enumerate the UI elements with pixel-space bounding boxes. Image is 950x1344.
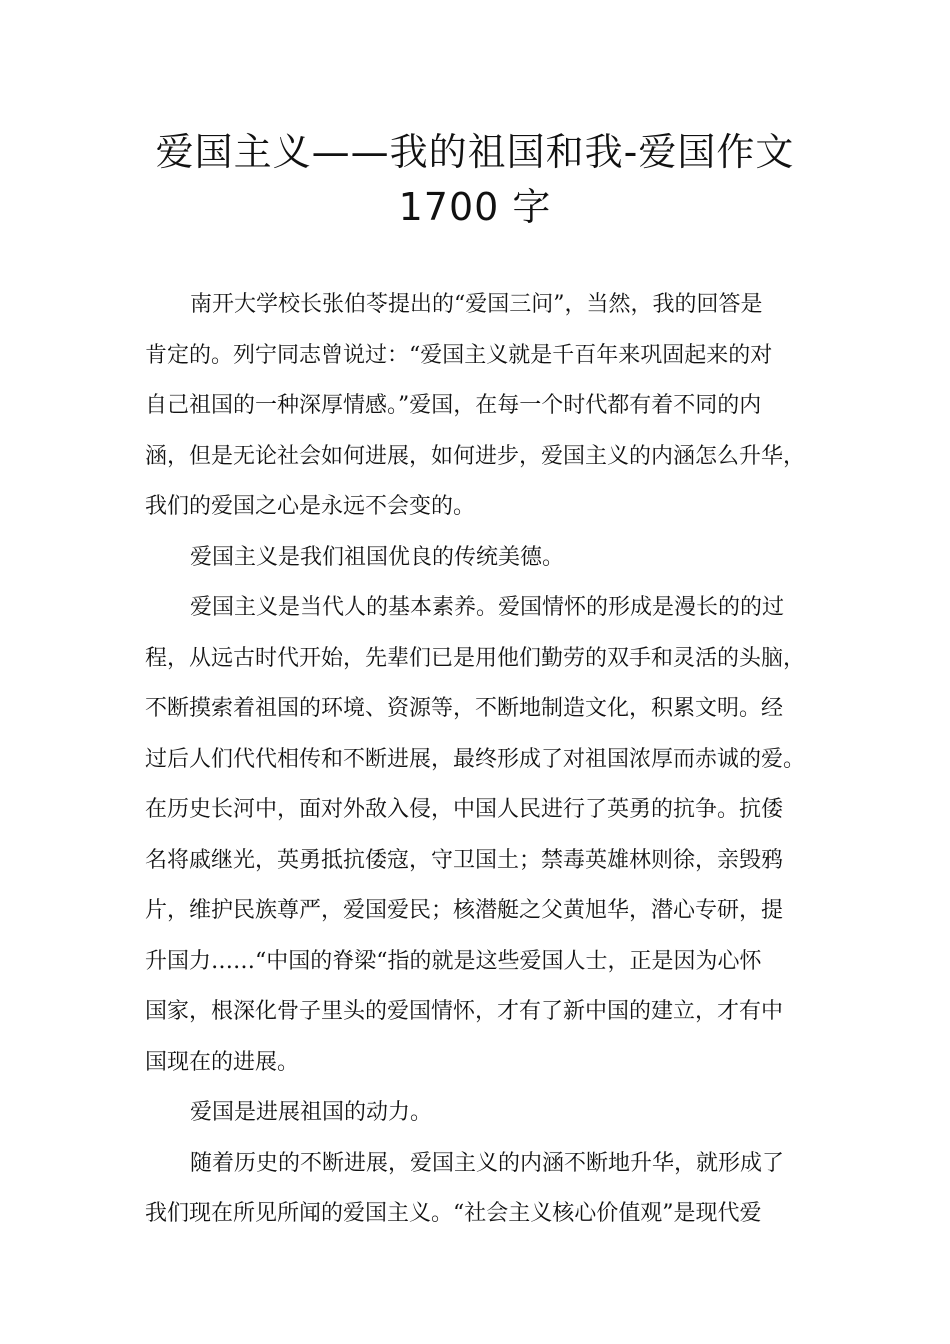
title-line: 爱国主义——我的祖国和我-爱国作文 bbox=[155, 130, 795, 174]
paragraph-line: 爱国主义是我们祖国优良的传统美德。 bbox=[190, 544, 565, 570]
document-body bbox=[145, 280, 825, 1240]
paragraph-line: 升国力……“中国的脊梁“指的就是这些爱国人士，正是因为心怀 bbox=[145, 948, 762, 974]
paragraph-line: 国现在的进展。 bbox=[145, 1049, 300, 1075]
paragraph-line: 过后人们代代相传和不断进展，最终形成了对祖国浓厚而赤诚的爱。 bbox=[145, 746, 806, 772]
paragraph-line: 南开大学校长张伯苓提出的“爱国三问”，当然，我的回答是 bbox=[190, 292, 763, 317]
paragraph-line: 涵，但是无论社会如何进展，如何进步，爱国主义的内涵怎么升华， bbox=[145, 443, 806, 469]
paragraph-line: 爱国主义是当代人的基本素养。爱国情怀的形成是漫长的的过 bbox=[190, 595, 785, 620]
paragraph-line: 程，从远古时代开始，先辈们已是用他们勤劳的双手和灵活的头脑， bbox=[145, 645, 806, 671]
paragraph bbox=[145, 533, 825, 584]
paragraph bbox=[145, 1088, 825, 1139]
paragraph-line: 我们的爱国之心是永远不会变的。 bbox=[145, 494, 476, 519]
document-title bbox=[0, 125, 950, 235]
paragraph-line: 爱国是进展祖国的动力。 bbox=[190, 1100, 433, 1125]
paragraph-line: 名将戚继光，英勇抵抗倭寇，守卫国土；禁毒英雄林则徐，亲毁鸦 bbox=[145, 847, 784, 873]
paragraph bbox=[145, 583, 825, 1088]
title-line: 1700 字 bbox=[398, 185, 552, 229]
paragraph-line: 国家，根深化骨子里头的爱国情怀，才有了新中国的建立，才有中 bbox=[145, 999, 784, 1024]
paragraph bbox=[145, 1139, 825, 1240]
paragraph-line: 片，维护民族尊严，爱国爱民；核潜艇之父黄旭华，潜心专研，提 bbox=[145, 898, 784, 923]
paragraph-line: 在历史长河中，面对外敌入侵，中国人民进行了英勇的抗争。抗倭 bbox=[145, 797, 784, 822]
paragraph-line: 不断摸索着祖国的环境、资源等，不断地制造文化，积累文明。经 bbox=[145, 696, 784, 721]
paragraph-line: 我们现在所见所闻的爱国主义。“社会主义核心价值观”是现代爱 bbox=[145, 1201, 762, 1226]
paragraph-line: 自己祖国的一种深厚情感。”爱国，在每一个时代都有着不同的内 bbox=[145, 393, 762, 418]
paragraph bbox=[145, 280, 825, 533]
paragraph-line: 肯定的。列宁同志曾说过：“爱国主义就是千百年来巩固起来的对 bbox=[145, 342, 773, 368]
paragraph-line: 随着历史的不断进展，爱国主义的内涵不断地升华，就形成了 bbox=[190, 1150, 785, 1176]
